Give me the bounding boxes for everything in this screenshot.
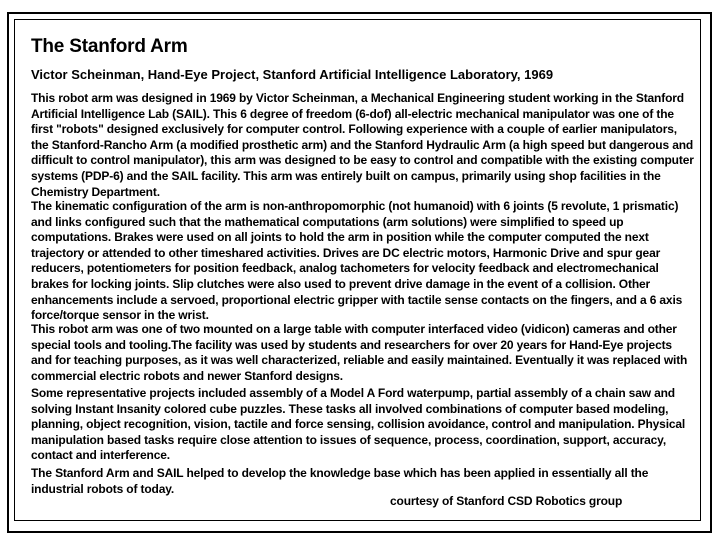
- paragraph-history: This robot arm was designed in 1969 by Victor Scheinman, a Mechanical Engineering student working in the Stanford Artificial Intelligence Lab (SAIL). This 6 degree of freedom (6-dof) all-electric mechanical manipulator was one of the first "robots" designed exclusively for computer control. Following experience with a couple of earlier manipulators, the Stanford-Rancho Arm (a modified prosthetic arm) and the Stanford Hydraulic Arm (a high speed but dangerous and difficult to control manipulator), this arm was designed to be easy to control and compatible with the existing computer systems (PDP-6) and the SAIL facility. This arm was entirely built on campus, primarily using shop facilities in the Chemistry Department.: [31, 91, 694, 199]
- paragraph-legacy: The Stanford Arm and SAIL helped to develop the knowledge base which has been applied in essentially all the industrial robots of today.: [31, 466, 649, 496]
- paragraph-facility: This robot arm was one of two mounted on a large table with computer interfaced video (vidicon) cameras and other special tools and tooling.The facility was used by students and researchers for over 20 years for Hand-Eye projects and for teaching purposes, as it was well characterized, reliable and easily maintained. Eventually it was replaced with commercial electric robots and newer Stanford designs.: [31, 322, 688, 383]
- paragraph-kinematics: The kinematic configuration of the arm is non-anthropomorphic (not humanoid) with 6 joints (5 revolute, 1 prismatic) and links configured such that the mathematical computations (arm solutions) were simplified to speed up computations. Brakes were used on all joints to hold the arm in position while the computer computed the next trajectory or attended to other timeshared activities. Drives are DC electric motors, Harmonic Drive and spur gear reducers, potentiometers for position feedback, analog tachometers for velocity feedback and electromechanical brakes for locking joints. Slip clutches were also used to prevent drive damage in the event of a collision. Other enhancements include a servoed, proportional electric gripper with tactile sense contacts on the fingers, and a 6 axis force/torque sensor in the wrist.: [31, 199, 683, 323]
- credit-line: courtesy of Stanford CSD Robotics group: [390, 494, 623, 508]
- paragraph-projects: Some representative projects included assembly of a Model A Ford waterpump, partial assembly of a chain saw and solving Instant Insanity colored cube puzzles. These tasks all involved combinations of computer based modeling, planning, object recognition, vision, tactile and force sensing, collision avoidance, control and manipulation. Physical manipulation based tasks require close attention to issues of sequence, process, coordination, support, accuracy, contact and interference.: [31, 386, 686, 463]
- document-subtitle: Victor Scheinman, Hand-Eye Project, Stanford Artificial Intelligence Laboratory, 1969: [31, 67, 554, 82]
- document-title: The Stanford Arm: [31, 36, 188, 57]
